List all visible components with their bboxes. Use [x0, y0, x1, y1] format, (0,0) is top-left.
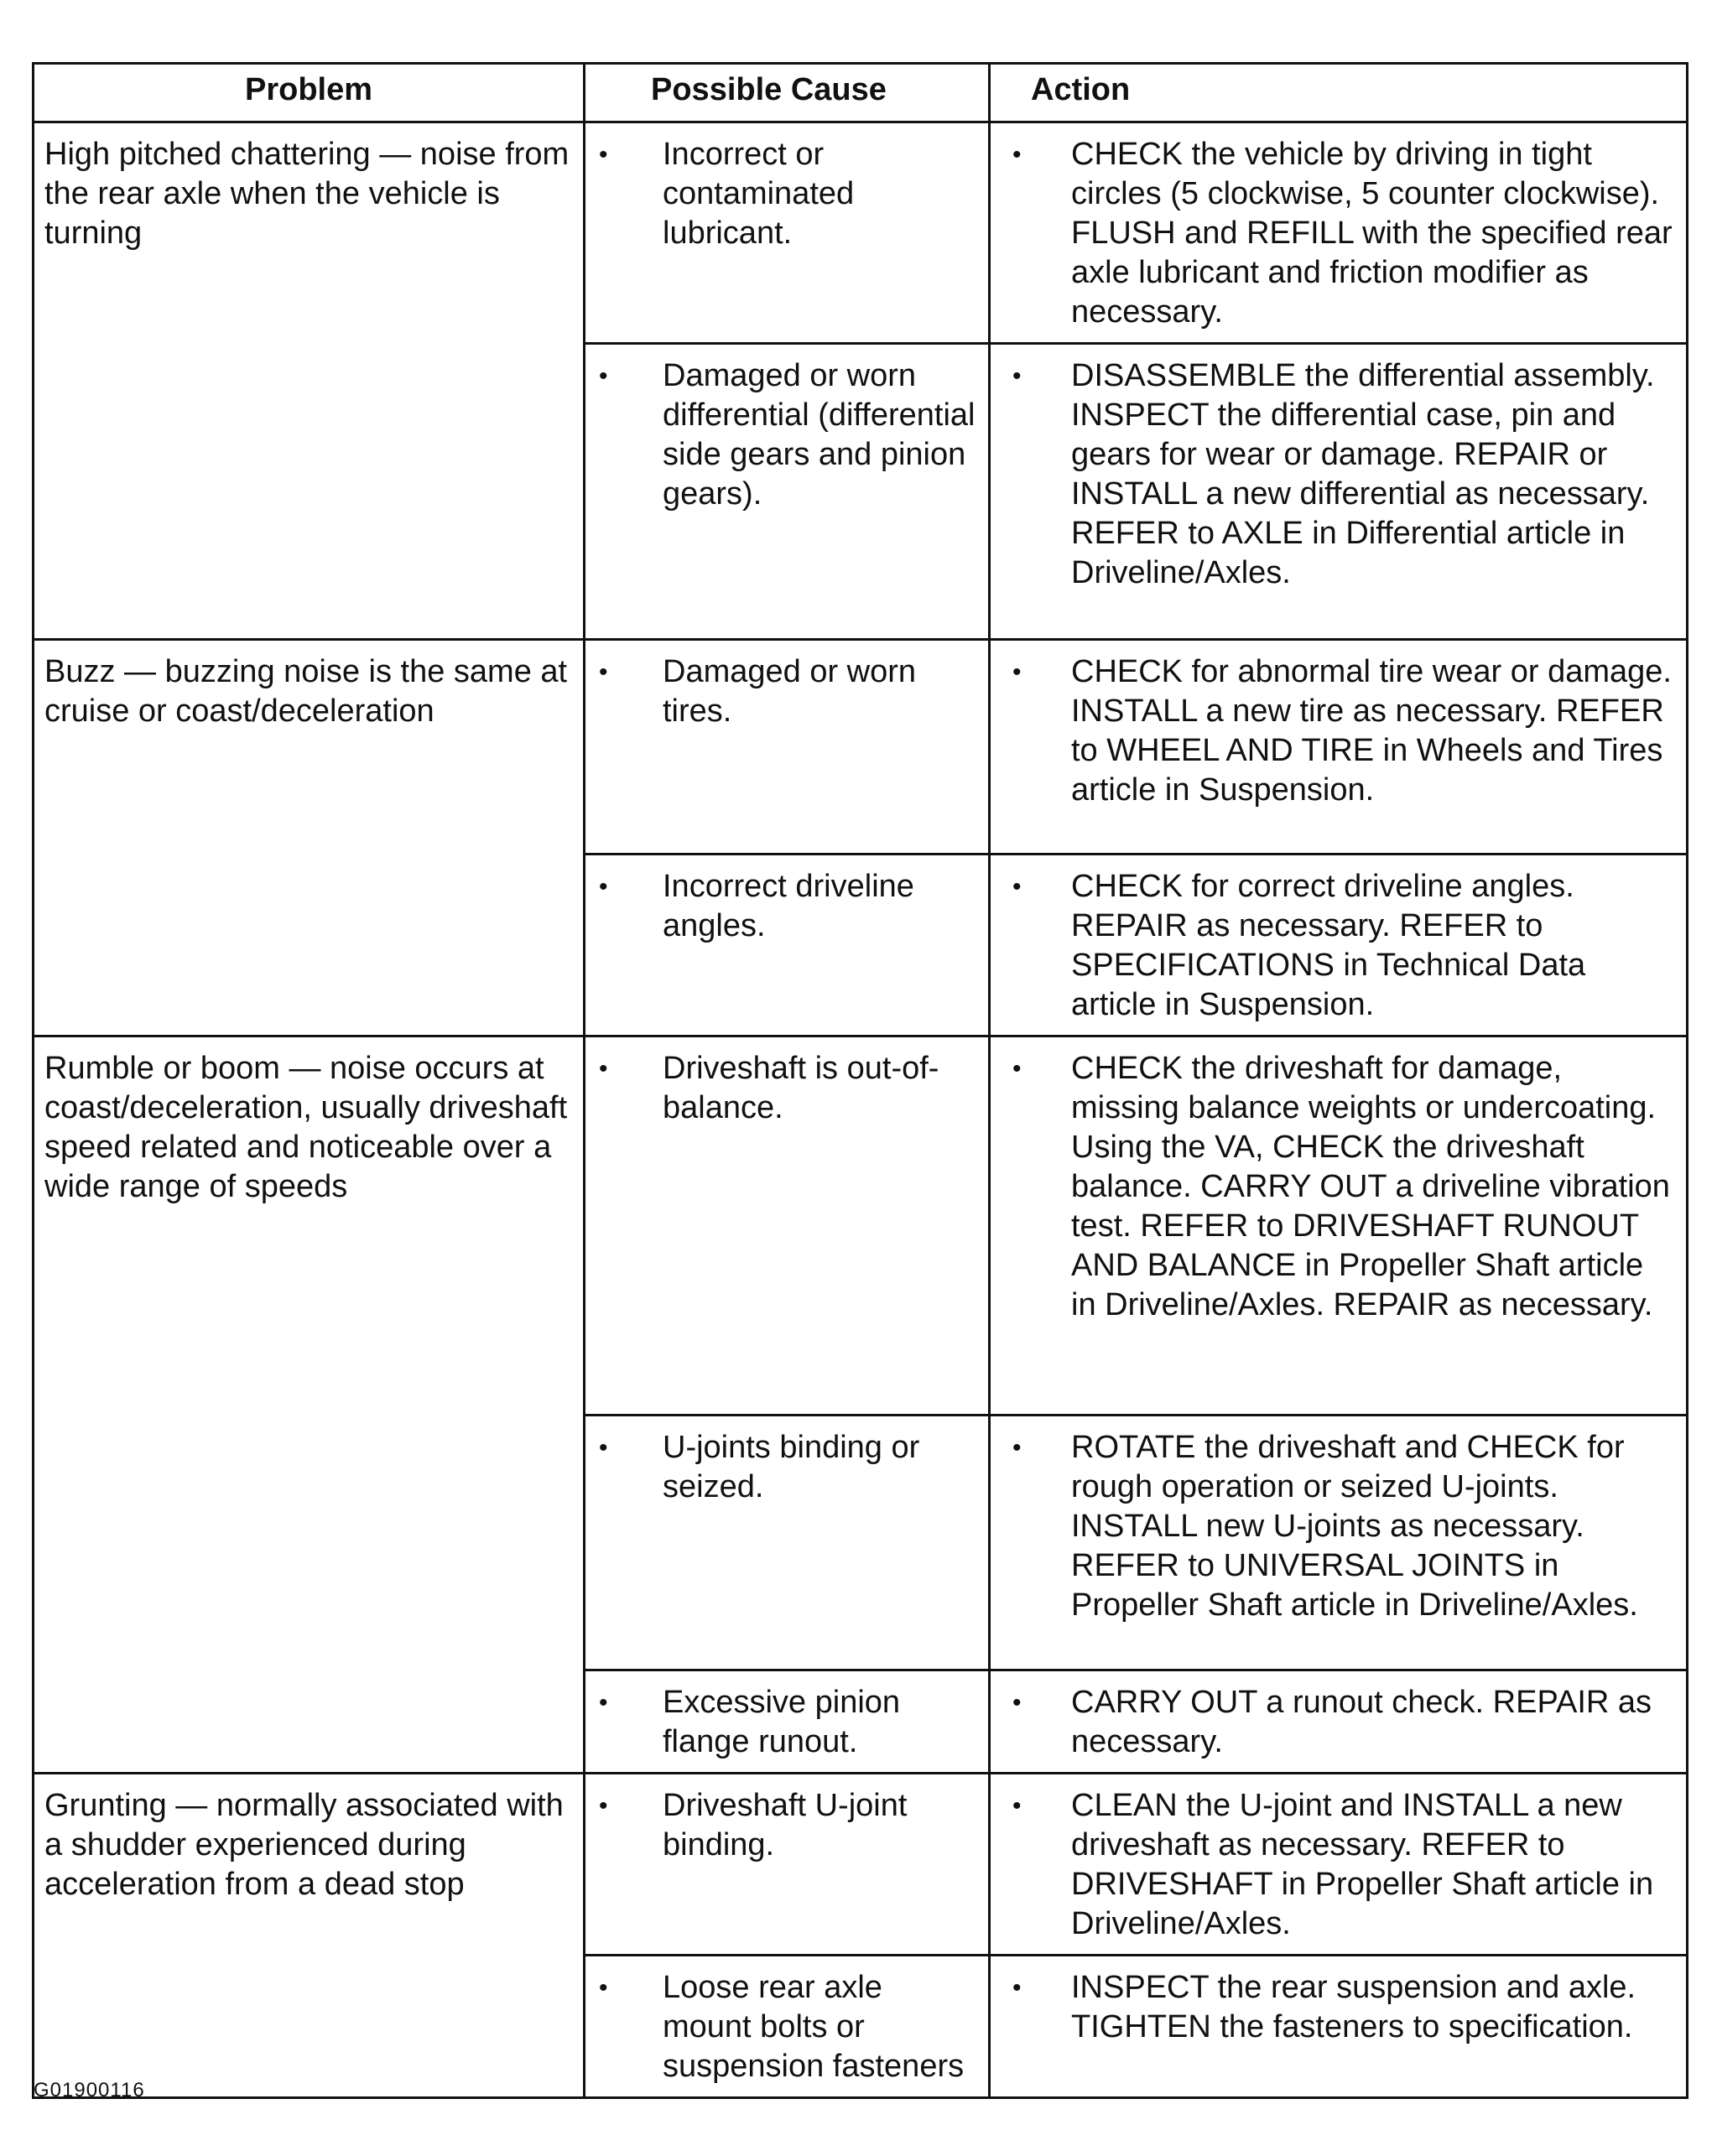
cause-text: Incorrect or contaminated lubricant. — [663, 137, 855, 251]
action-text: DISASSEMBLE the differential assembly. INSPECT the differential case, pin and gears for wear or damage. REPAIR or INSTALL a new differential as necessary. REFER to AXLE in Differential article in Driveline/Axles. — [1071, 358, 1655, 590]
action-cell — [990, 1956, 1688, 2098]
cause-cell — [585, 122, 990, 344]
bullet-icon: • — [599, 1974, 608, 2002]
bullet-icon: • — [1012, 141, 1022, 169]
action-text: CHECK the vehicle by driving in tight circles (5 clockwise, 5 counter clockwise). FLUSH and REFILL with the specified rear axle lubricant and friction modifier as necessary. — [1071, 137, 1673, 330]
action-text: CLEAN the U-joint and INSTALL a new driveshaft as necessary. REFER to DRIVESHAFT in Propeller Shaft article in Driveline/Axles. — [1071, 1788, 1654, 1941]
diagnosis-table — [32, 62, 1688, 2099]
bullet-icon: • — [1012, 1055, 1022, 1083]
bullet-icon: • — [599, 1792, 608, 1820]
bullet-icon: • — [599, 658, 608, 686]
action-text: CHECK for abnormal tire wear or damage. INSTALL a new tire as necessary. REFER to WHEEL AND TIRE in Wheels and Tires article in Suspension. — [1071, 654, 1672, 808]
bullet-icon: • — [599, 873, 608, 901]
action-text: ROTATE the driveshaft and CHECK for rough operation or seized U-joints. INSTALL new U-joints as necessary. REFER to UNIVERSAL JOINTS in Propeller Shaft article in Driveline/Axles. — [1071, 1430, 1638, 1623]
problem-cell: Grunting — normally associated with a shudder experienced during acceleration from a dead stop — [34, 1774, 585, 2098]
cause-cell — [585, 855, 990, 1036]
figure-id-label: G01900116 — [34, 2079, 145, 2101]
table-row — [34, 122, 1688, 344]
bullet-icon: • — [599, 362, 608, 390]
action-cell — [990, 1670, 1688, 1774]
action-cell — [990, 855, 1688, 1036]
action-cell — [990, 1036, 1688, 1416]
bullet-icon: • — [599, 1434, 608, 1462]
bullet-icon: • — [1012, 658, 1022, 686]
bullet-icon: • — [1012, 1689, 1022, 1717]
header-possible-cause: Possible Cause — [585, 64, 990, 122]
cause-cell — [585, 1416, 990, 1670]
header-action: Action — [990, 64, 1688, 122]
action-text: CHECK for correct driveline angles. REPAIR as necessary. REFER to SPECIFICATIONS in Technical Data article in Suspension. — [1071, 869, 1586, 1022]
bullet-icon: • — [1012, 362, 1022, 390]
bullet-icon: • — [1012, 1434, 1022, 1462]
cause-text: Driveshaft U-joint binding. — [663, 1788, 908, 1862]
action-cell — [990, 1416, 1688, 1670]
cause-text: Excessive pinion flange runout. — [663, 1685, 901, 1759]
cause-cell — [585, 1670, 990, 1774]
action-cell — [990, 122, 1688, 344]
cause-text: U-joints binding or seized. — [663, 1430, 920, 1504]
bullet-icon: • — [599, 141, 608, 169]
cause-cell — [585, 1956, 990, 2098]
action-cell — [990, 640, 1688, 855]
cause-cell — [585, 640, 990, 855]
bullet-icon: • — [1012, 873, 1022, 901]
action-cell — [990, 1774, 1688, 1956]
bullet-icon: • — [599, 1055, 608, 1083]
table-row — [34, 640, 1688, 855]
cause-cell — [585, 1036, 990, 1416]
action-text: CHECK the driveshaft for damage, missing balance weights or undercoating. Using the VA, CHECK the driveshaft balance. CARRY OUT a driveline vibration test. REFER to DRIVESHAFT RUNOUT AND BALANCE in Propeller Shaft article in Driveline/Axles. REPAIR as necessary. — [1071, 1051, 1670, 1322]
table-row — [34, 1036, 1688, 1416]
cause-text: Loose rear axle mount bolts or suspension fasteners — [663, 1970, 965, 2084]
action-text: INSPECT the rear suspension and axle. TIGHTEN the fasteners to specification. — [1071, 1970, 1636, 2044]
problem-cell: Buzz — buzzing noise is the same at cruise or coast/deceleration — [34, 640, 585, 1036]
cause-text: Incorrect driveline angles. — [663, 869, 914, 943]
cause-text: Damaged or worn tires. — [663, 654, 917, 729]
cause-text: Driveshaft is out-of-balance. — [663, 1051, 939, 1125]
bullet-icon: • — [1012, 1792, 1022, 1820]
table-row — [34, 1774, 1688, 1956]
bullet-icon: • — [1012, 1974, 1022, 2002]
cause-text: Damaged or worn differential (differential side gears and pinion gears). — [663, 358, 976, 512]
bullet-icon: • — [599, 1689, 608, 1717]
problem-cell: Rumble or boom — noise occurs at coast/deceleration, usually driveshaft speed related and noticeable over a wide range of speeds — [34, 1036, 585, 1774]
header-problem: Problem — [34, 64, 585, 122]
cause-cell — [585, 1774, 990, 1956]
cause-cell — [585, 344, 990, 640]
action-cell — [990, 344, 1688, 640]
table-header-row — [34, 64, 1688, 122]
action-text: CARRY OUT a runout check. REPAIR as necessary. — [1071, 1685, 1652, 1759]
problem-cell: High pitched chattering — noise from the rear axle when the vehicle is turning — [34, 122, 585, 640]
